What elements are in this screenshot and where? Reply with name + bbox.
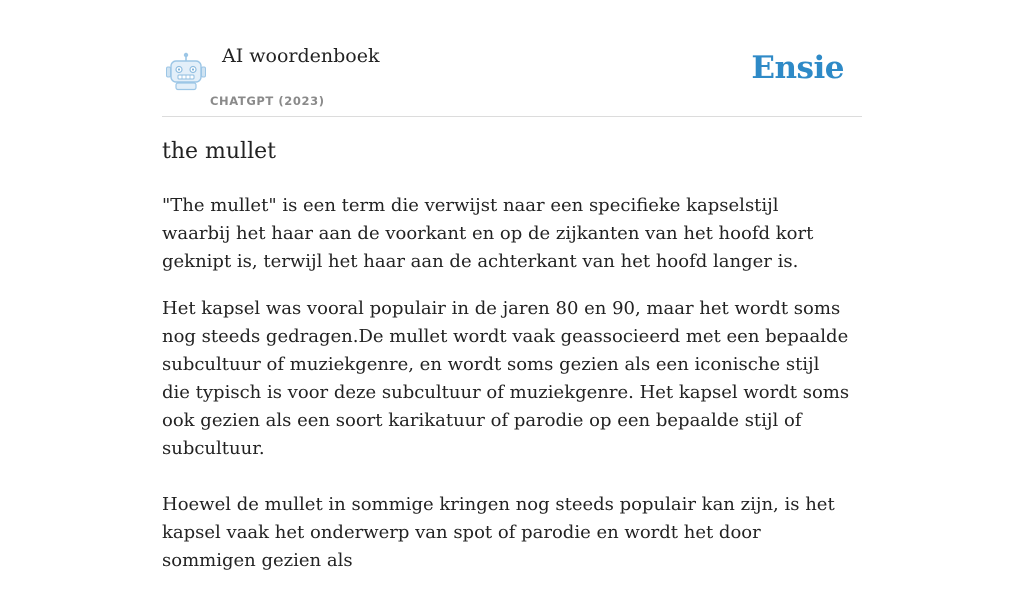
header [162,0,862,117]
paragraph-spacer [162,463,852,491]
dictionary-title[interactable]: AI woordenboek [222,45,380,67]
entry-term: the mullet [162,139,276,164]
robot-icon [165,52,207,90]
entry-definition [162,192,852,594]
definition-paragraph: Het kapsel was vooral populair in de jaren 80 en 90, maar het wordt soms nog steeds gedragen.De mullet wordt vaak geassocieerd met een bepaalde subcultuur of muziekgenre, en wordt soms gezien als een iconische stijl die typisch is voor deze subcultuur of muziekgenre. Het kapsel wordt soms ook gezien als een soort karikatuur of parodie op een bepaalde stijl of subcultuur. [162,298,850,459]
definition-paragraph: "The mullet" is een term die verwijst naar een specifieke kapselstijl waarbij het haar aan de voorkant en op de zijkanten van het hoofd kort geknipt is, terwijl het haar aan de achterkant van het hoofd langer is. [162,195,814,272]
brand-logo[interactable]: Ensie [751,50,844,86]
definition-paragraph: Hoewel de mullet in sommige kringen nog steeds populair kan zijn, is het kapsel vaak het onderwerp van spot of parodie en wordt het door sommigen gezien als [162,494,835,571]
dictionary-source: CHATGPT (2023) [210,94,325,108]
